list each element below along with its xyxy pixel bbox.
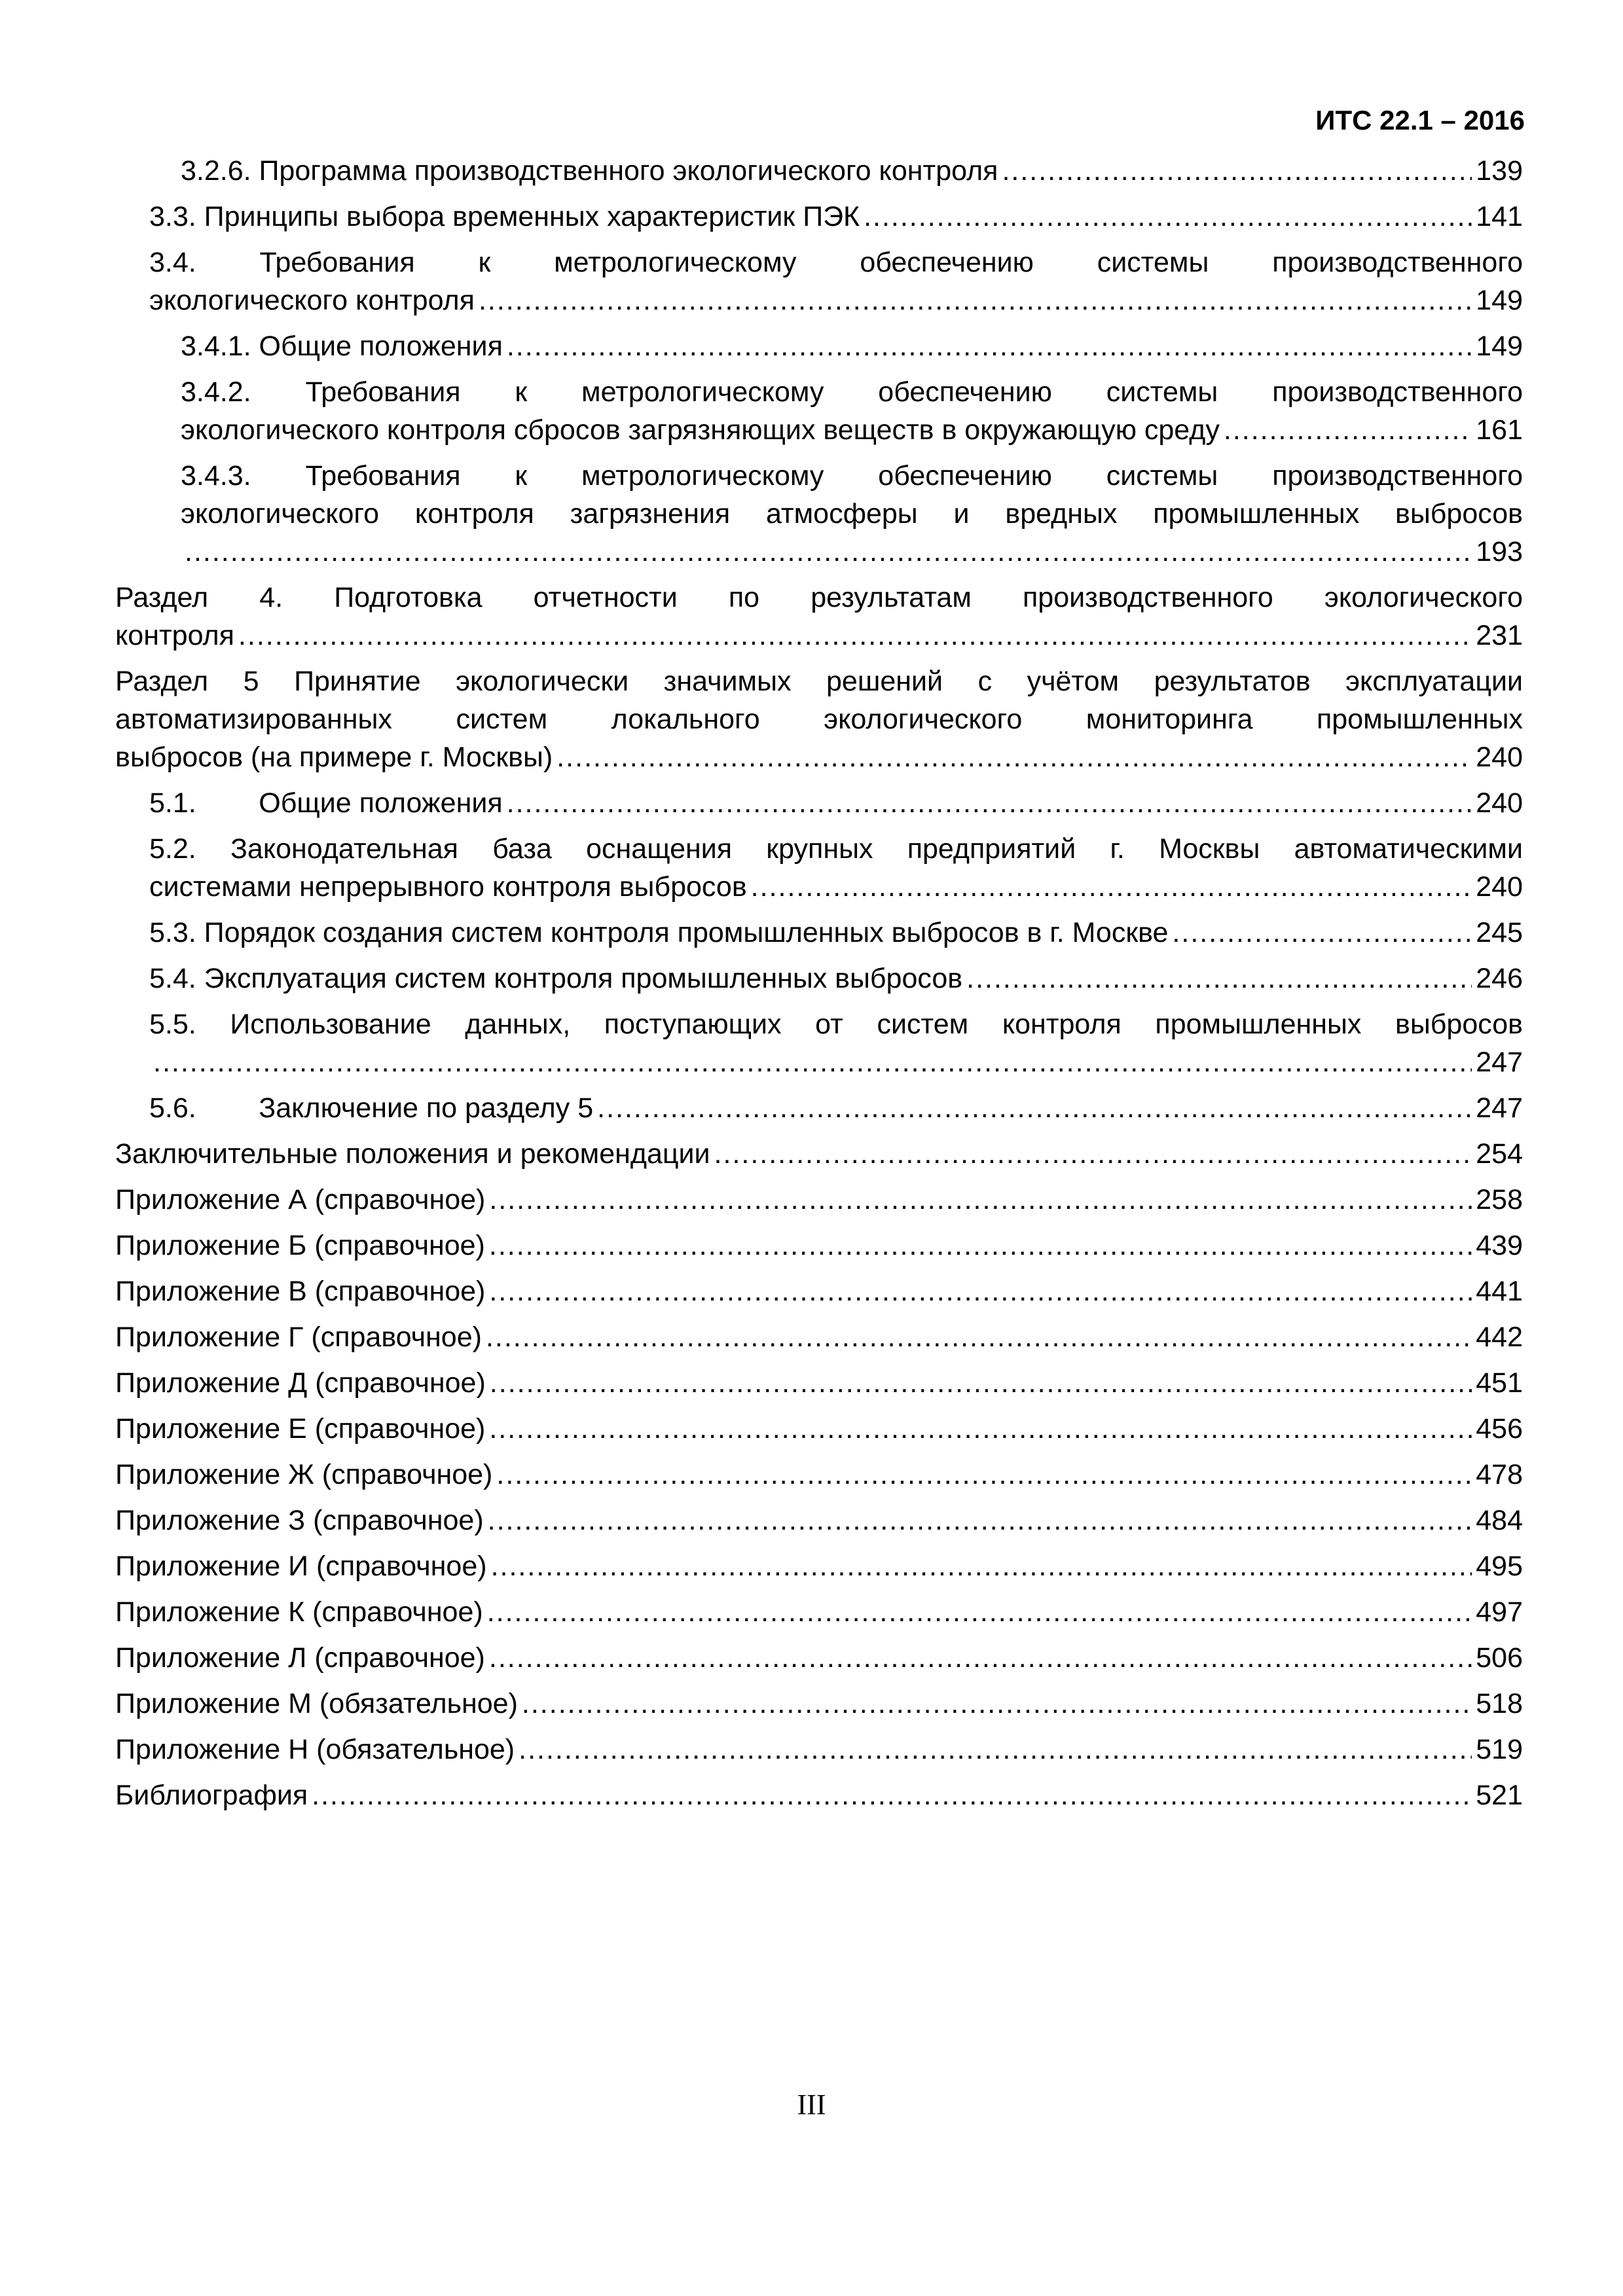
toc-entry-leader-row: [115, 1547, 1523, 1585]
toc-entry-leader-row: [149, 1043, 1523, 1081]
toc-entry-title: Библиография: [115, 1780, 308, 1811]
toc-entry-leader-row: [115, 1364, 1523, 1402]
toc-entry-title: 3.3. Принципы выбора временных характеристик ПЭК: [149, 201, 860, 232]
toc-entry-title: 5.4. Эксплуатация систем контроля промышленных выбросов: [149, 963, 963, 994]
toc-entry-page-number: 442: [1476, 1321, 1523, 1353]
toc-entry-leader-row: [149, 868, 1523, 906]
toc-entry[interactable]: [115, 1272, 1523, 1310]
toc-entry-title: Приложение И (справочное): [115, 1551, 487, 1582]
dot-leader: [489, 1227, 1472, 1265]
toc-entry-page-number: 456: [1476, 1413, 1523, 1444]
toc-entry[interactable]: [115, 1227, 1523, 1265]
toc-entry-leader-row: [115, 1272, 1523, 1310]
toc-entry-page-number: 193: [1476, 536, 1523, 567]
toc-entry-leader-row: [149, 784, 1523, 822]
toc-entry-title-line: 3.4. Требования к метрологическому обеспечению системы производственного: [149, 247, 1523, 278]
toc-entry-title: выбросов (на примере г. Москвы): [115, 742, 553, 773]
toc-entry[interactable]: [115, 1456, 1523, 1494]
toc-entry[interactable]: [115, 1547, 1523, 1585]
dot-leader: [519, 1731, 1472, 1768]
dot-leader: [491, 1547, 1472, 1585]
toc-entry-title: Заключительные положения и рекомендации: [115, 1138, 710, 1170]
dot-leader: [479, 281, 1472, 319]
toc-entry-page-number: 478: [1476, 1459, 1523, 1490]
dot-leader: [507, 784, 1472, 822]
toc-entry-page-number: 441: [1476, 1276, 1523, 1307]
document-code: ИТС 22.1 – 2016: [1315, 105, 1525, 135]
toc-entry-leader-row: [115, 1181, 1523, 1219]
dot-leader: [966, 960, 1472, 997]
toc-entry-title: экологического контроля сбросов загрязняющих веществ в окружающую среду: [181, 414, 1220, 446]
dot-leader: [185, 533, 1472, 571]
toc-entry-page-number: 451: [1476, 1367, 1523, 1399]
toc-entry-leader-row: [115, 1501, 1523, 1539]
toc-entry[interactable]: [115, 373, 1523, 449]
toc-entry[interactable]: [115, 1181, 1523, 1219]
dot-leader: [507, 327, 1472, 365]
toc-entry-leader-row: [115, 1776, 1523, 1814]
toc-entry-title: экологического контроля: [149, 285, 475, 316]
dot-leader: [751, 868, 1472, 906]
dot-leader: [489, 1181, 1472, 1219]
toc-entry-title: Приложение А (справочное): [115, 1184, 486, 1215]
toc-entry-leader-row: [149, 960, 1523, 997]
toc-entry-leader-row: [149, 1089, 1523, 1127]
toc-entry-page-number: 506: [1476, 1642, 1523, 1674]
toc-entry-page-number: 519: [1476, 1734, 1523, 1765]
dot-leader: [488, 1501, 1472, 1539]
toc-entry-title: Приложение К (справочное): [115, 1596, 483, 1628]
toc-entry[interactable]: [115, 1135, 1523, 1173]
toc-entry-title: 5.6. Заключение по разделу 5: [149, 1092, 594, 1124]
toc-entry[interactable]: [115, 1639, 1523, 1677]
dot-leader: [312, 1776, 1472, 1814]
toc-entry-leader-row: [149, 198, 1523, 236]
toc-entry-page-number: 240: [1476, 787, 1523, 819]
toc-entry[interactable]: [115, 1731, 1523, 1768]
toc-entry-leader-row: [115, 738, 1523, 776]
toc-entry-title: 3.4.1. Общие положения: [181, 331, 503, 362]
toc-entry-title: Приложение Ж (справочное): [115, 1459, 493, 1490]
toc-entry-page-number: 497: [1476, 1596, 1523, 1628]
toc-entry-leader-row: [115, 1456, 1523, 1494]
toc-entry[interactable]: [115, 960, 1523, 997]
toc-entry-page-number: 484: [1476, 1505, 1523, 1536]
toc-entry-title-line: 5.2. Законодательная база оснащения крупных предприятий г. Москвы автоматическими: [149, 833, 1523, 865]
toc-entry-title: Приложение Г (справочное): [115, 1321, 482, 1353]
dot-leader: [597, 1089, 1472, 1127]
toc-entry-title: Приложение Д (справочное): [115, 1367, 486, 1399]
toc-entry-page-number: 240: [1476, 742, 1523, 773]
toc-entry-page-number: 258: [1476, 1184, 1523, 1215]
toc-entry-leader-row: [149, 281, 1523, 319]
dot-leader: [489, 1272, 1472, 1310]
toc-entry-title-line: 3.4.2. Требования к метрологическому обеспечению системы производственного: [181, 376, 1523, 408]
toc-entry-title-line: Раздел 5 Принятие экологически значимых решений с учётом результатов эксплуатации: [115, 666, 1523, 697]
toc-entry-page-number: 240: [1476, 871, 1523, 903]
toc-entry-leader-row: [115, 1410, 1523, 1448]
toc-entry-leader-row: [181, 411, 1523, 449]
toc-entry-title-line: экологического контроля загрязнения атмосферы и вредных промышленных выбросов: [181, 498, 1523, 529]
toc-entry[interactable]: [115, 579, 1523, 655]
toc-entry-leader-row: [181, 533, 1523, 571]
toc-entry-title-line: Раздел 4. Подготовка отчетности по результатам производственного экологического: [115, 582, 1523, 613]
toc-entry-page-number: 231: [1476, 620, 1523, 651]
toc-entry[interactable]: [115, 1593, 1523, 1631]
toc-entry-title-line: автоматизированных систем локального экологического мониторинга промышленных: [115, 704, 1523, 735]
toc-entry-title: 3.2.6. Программа производственного экологического контроля: [181, 155, 998, 187]
toc-entry[interactable]: [115, 662, 1523, 776]
toc-entry-title: Приложение З (справочное): [115, 1505, 484, 1536]
toc-entry-title: Приложение Б (справочное): [115, 1230, 485, 1261]
toc-entry-leader-row: [149, 914, 1523, 952]
toc-entry-page-number: 149: [1476, 285, 1523, 316]
dot-leader: [714, 1135, 1472, 1173]
toc-entry-page-number: 246: [1476, 963, 1523, 994]
toc-entry-page-number: 247: [1476, 1092, 1523, 1124]
toc-entry-title: 5.3. Порядок создания систем контроля промышленных выбросов в г. Москве: [149, 917, 1169, 948]
toc-entry[interactable]: [115, 243, 1523, 319]
toc-entry-page-number: 139: [1476, 155, 1523, 187]
toc-entry-title: системами непрерывного контроля выбросов: [149, 871, 747, 903]
dot-leader: [487, 1593, 1472, 1631]
toc-entry-leader-row: [115, 617, 1523, 655]
dot-leader: [1224, 411, 1472, 449]
toc-entry-leader-row: [115, 1135, 1523, 1173]
dot-leader: [1172, 914, 1472, 952]
toc-entry[interactable]: [115, 914, 1523, 952]
toc-entry-title: Приложение Н (обязательное): [115, 1734, 515, 1765]
toc-entry[interactable]: [115, 198, 1523, 236]
dot-leader: [556, 738, 1472, 776]
toc-entry-title-line: 3.4.3. Требования к метрологическому обеспечению системы производственного: [181, 460, 1523, 492]
toc-entry[interactable]: [115, 1005, 1523, 1081]
table-of-contents: [115, 152, 1523, 1822]
toc-entry-title: Приложение М (обязательное): [115, 1688, 518, 1719]
toc-entry[interactable]: [115, 1364, 1523, 1402]
toc-entry-leader-row: [115, 1318, 1523, 1356]
toc-entry-title: 5.1. Общие положения: [149, 787, 503, 819]
toc-entry-page-number: 149: [1476, 331, 1523, 362]
toc-entry-leader-row: [181, 327, 1523, 365]
toc-entry[interactable]: [115, 1410, 1523, 1448]
dot-leader: [489, 1410, 1472, 1448]
toc-entry[interactable]: [115, 152, 1523, 190]
toc-entry-page-number: 495: [1476, 1551, 1523, 1582]
dot-leader: [489, 1639, 1472, 1677]
dot-leader: [486, 1318, 1472, 1356]
toc-entry[interactable]: [115, 457, 1523, 571]
toc-entry-leader-row: [115, 1593, 1523, 1631]
dot-leader: [864, 198, 1472, 236]
toc-entry-title: контроля: [115, 620, 234, 651]
toc-entry-page-number: 518: [1476, 1688, 1523, 1719]
toc-entry[interactable]: [115, 1776, 1523, 1814]
toc-entry-page-number: 521: [1476, 1780, 1523, 1811]
toc-entry-leader-row: [115, 1639, 1523, 1677]
dot-leader: [490, 1364, 1472, 1402]
toc-entry[interactable]: [115, 1501, 1523, 1539]
toc-entry-title: Приложение В (справочное): [115, 1276, 486, 1307]
toc-entry-title: Приложение Л (справочное): [115, 1642, 485, 1674]
toc-entry-page-number: 247: [1476, 1047, 1523, 1078]
dot-leader: [153, 1043, 1472, 1081]
toc-entry-leader-row: [181, 152, 1523, 190]
toc-entry[interactable]: [115, 1089, 1523, 1127]
toc-entry-leader-row: [115, 1731, 1523, 1768]
toc-entry-title: Приложение Е (справочное): [115, 1413, 486, 1444]
toc-entry-page-number: 254: [1476, 1138, 1523, 1170]
toc-entry-page-number: 245: [1476, 917, 1523, 948]
toc-entry[interactable]: [115, 830, 1523, 906]
page-number: III: [797, 2089, 826, 2121]
dot-leader: [496, 1456, 1472, 1494]
toc-entry-page-number: 141: [1476, 201, 1523, 232]
dot-leader: [1002, 152, 1472, 190]
toc-entry[interactable]: [115, 327, 1523, 365]
dot-leader: [238, 617, 1472, 655]
toc-entry[interactable]: [115, 1685, 1523, 1723]
toc-entry-page-number: 161: [1476, 414, 1523, 446]
toc-entry-page-number: 439: [1476, 1230, 1523, 1261]
toc-entry-title-line: 5.5. Использование данных, поступающих от систем контроля промышленных выбросов: [149, 1009, 1523, 1040]
toc-entry[interactable]: [115, 784, 1523, 822]
toc-entry[interactable]: [115, 1318, 1523, 1356]
toc-entry-leader-row: [115, 1227, 1523, 1265]
dot-leader: [522, 1685, 1472, 1723]
toc-entry-leader-row: [115, 1685, 1523, 1723]
